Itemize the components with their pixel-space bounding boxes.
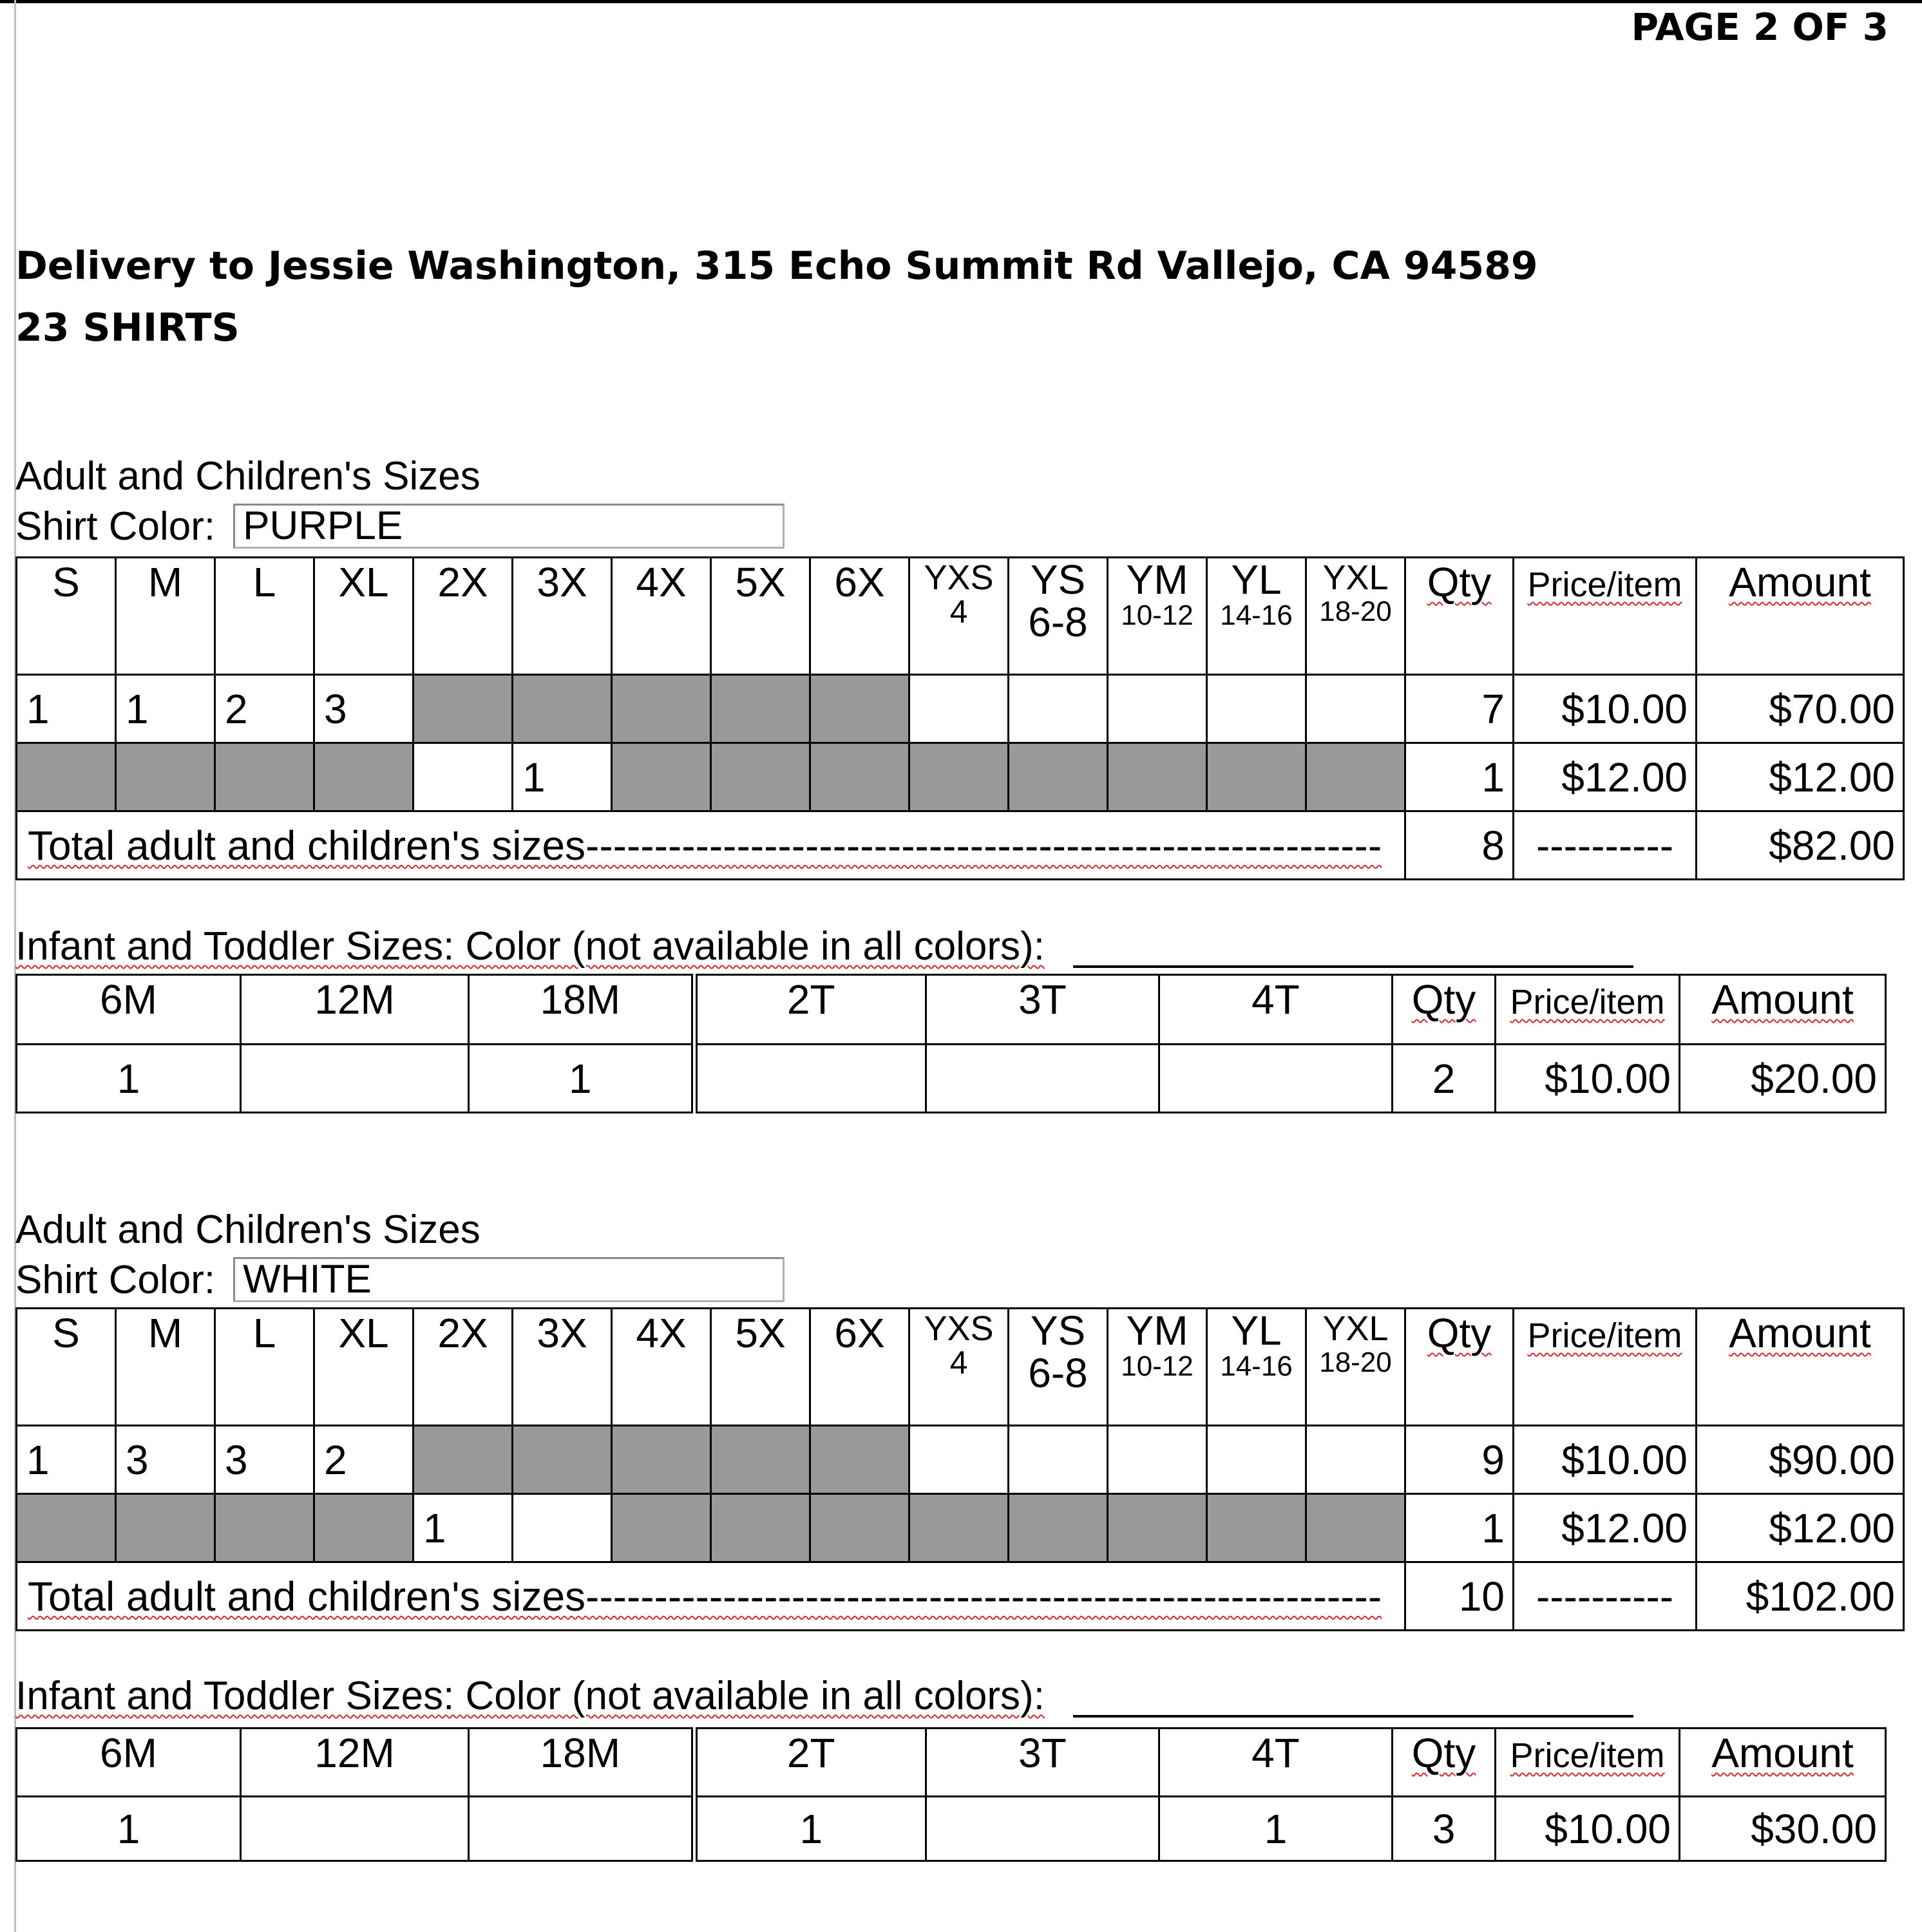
header-cell: S xyxy=(17,558,116,675)
header-cell: M xyxy=(116,558,215,675)
shaded-cell xyxy=(909,1494,1009,1562)
size-cell[interactable]: 1 xyxy=(469,1045,694,1113)
shirt-color-label: Shirt Color: xyxy=(15,504,216,549)
table-row xyxy=(17,1494,1904,1562)
size-cell[interactable]: 3 xyxy=(314,675,414,743)
shaded-cell xyxy=(314,743,414,811)
total-label: Total adult and children's sizes---------------------------------------------------------- xyxy=(17,811,1405,880)
header-cell: Amount xyxy=(1680,975,1886,1045)
size-cell[interactable]: 1 xyxy=(17,1797,241,1861)
header-cell: L xyxy=(215,1309,314,1426)
shaded-cell xyxy=(414,675,513,743)
shirt-count: 23 SHIRTS xyxy=(15,305,240,350)
size-cell[interactable] xyxy=(513,1494,612,1562)
header-cell: L xyxy=(215,558,314,675)
shaded-cell xyxy=(215,743,314,811)
size-cell[interactable] xyxy=(1108,675,1207,743)
header-cell: YL 14-16 xyxy=(1207,1309,1306,1426)
size-cell[interactable]: 1 xyxy=(116,675,215,743)
header-cell: Qty xyxy=(1405,558,1514,675)
price-cell: $10.00 xyxy=(1496,1045,1680,1113)
shirt-color-row xyxy=(15,502,785,550)
infant-sizes-table xyxy=(15,1727,1887,1862)
shaded-cell xyxy=(1009,743,1108,811)
total-price-dash: ---------- xyxy=(1514,1562,1697,1631)
size-cell[interactable]: 2 xyxy=(314,1426,414,1494)
adult-sizes-table xyxy=(15,556,1905,880)
price-cell: $12.00 xyxy=(1514,743,1697,811)
size-cell[interactable]: 1 xyxy=(694,1797,926,1861)
total-qty: 10 xyxy=(1405,1562,1514,1631)
header-cell: 2T xyxy=(694,1728,926,1797)
page-top-border xyxy=(0,0,1922,3)
size-cell[interactable] xyxy=(1306,1426,1405,1494)
size-cell[interactable] xyxy=(1207,675,1306,743)
header-cell: 4T xyxy=(1159,975,1393,1045)
size-cell[interactable]: 1 xyxy=(1159,1797,1393,1861)
total-row xyxy=(17,1562,1904,1631)
shaded-cell xyxy=(215,1494,314,1562)
header-cell: Qty xyxy=(1393,1728,1496,1797)
header-cell: Qty xyxy=(1393,975,1496,1045)
qty-cell: 1 xyxy=(1405,743,1514,811)
table-row xyxy=(17,675,1904,743)
qty-cell: 7 xyxy=(1405,675,1514,743)
header-cell: 18M xyxy=(469,1728,694,1797)
size-cell[interactable] xyxy=(1009,675,1108,743)
header-cell: 6X xyxy=(810,1309,909,1426)
infant-color-blank[interactable] xyxy=(1073,1715,1633,1718)
size-cell[interactable] xyxy=(1306,675,1405,743)
total-label: Total adult and children's sizes---------------------------------------------------------- xyxy=(17,1562,1405,1631)
shirt-color-label: Shirt Color: xyxy=(15,1257,216,1302)
size-cell[interactable] xyxy=(1207,1426,1306,1494)
table-header-row xyxy=(17,1728,1886,1797)
shaded-cell xyxy=(314,1494,414,1562)
header-cell: YXL 18-20 xyxy=(1306,1309,1405,1426)
header-cell: Amount xyxy=(1697,1309,1904,1426)
total-row xyxy=(17,811,1904,880)
size-cell[interactable]: 1 xyxy=(17,1045,241,1113)
header-cell: YXS 4 xyxy=(909,558,1009,675)
shaded-cell xyxy=(1306,743,1405,811)
size-cell[interactable]: 1 xyxy=(414,1494,513,1562)
header-cell: Price/item xyxy=(1514,558,1697,675)
amount-cell: $70.00 xyxy=(1697,675,1904,743)
amount-cell: $90.00 xyxy=(1697,1426,1904,1494)
header-cell: 18M xyxy=(469,975,694,1045)
delivery-heading: Delivery to Jessie Washington, 315 Echo Summit Rd Vallejo, CA 94589 xyxy=(15,243,1538,289)
header-cell: 6M xyxy=(17,1728,241,1797)
amount-cell: $20.00 xyxy=(1680,1045,1886,1113)
shaded-cell xyxy=(414,1426,513,1494)
header-cell: 4X xyxy=(612,1309,711,1426)
header-cell: 12M xyxy=(241,1728,469,1797)
size-cell[interactable]: 3 xyxy=(215,1426,314,1494)
adult-sizes-table xyxy=(15,1307,1905,1631)
header-cell: XL xyxy=(314,1309,414,1426)
header-cell: 4X xyxy=(612,558,711,675)
qty-cell: 3 xyxy=(1393,1797,1496,1861)
price-cell: $12.00 xyxy=(1514,1494,1697,1562)
size-cell[interactable]: 1 xyxy=(17,1426,116,1494)
size-cell[interactable]: 3 xyxy=(116,1426,215,1494)
table-header-row xyxy=(17,558,1904,675)
table-row xyxy=(17,1426,1904,1494)
shaded-cell xyxy=(17,743,116,811)
size-cell[interactable] xyxy=(241,1045,469,1113)
size-cell[interactable] xyxy=(926,1045,1159,1113)
infant-section-label: Infant and Toddler Sizes: Color (not available in all colors): xyxy=(15,924,1045,969)
shaded-cell xyxy=(711,1494,810,1562)
shirt-color-row xyxy=(15,1256,785,1303)
header-cell: Price/item xyxy=(1514,1309,1697,1426)
shirt-color-field[interactable]: WHITE xyxy=(233,1257,785,1302)
table-row xyxy=(17,743,1904,811)
table-header-row xyxy=(17,1309,1904,1426)
header-cell: YXS 4 xyxy=(909,1309,1009,1426)
shaded-cell xyxy=(810,1426,909,1494)
header-cell: M xyxy=(116,1309,215,1426)
header-cell: 2X xyxy=(414,1309,513,1426)
shaded-cell xyxy=(17,1494,116,1562)
qty-cell: 2 xyxy=(1393,1045,1496,1113)
header-cell: Price/item xyxy=(1496,975,1680,1045)
shaded-cell xyxy=(513,675,612,743)
shirt-color-field[interactable]: PURPLE xyxy=(233,504,785,549)
header-cell: YM 10-12 xyxy=(1108,558,1207,675)
header-cell: 6M xyxy=(17,975,241,1045)
amount-cell: $30.00 xyxy=(1680,1797,1886,1861)
shaded-cell xyxy=(810,1494,909,1562)
header-cell: YL 14-16 xyxy=(1207,558,1306,675)
size-cell[interactable]: 2 xyxy=(215,675,314,743)
infant-sizes-table xyxy=(15,974,1887,1113)
page-number: PAGE 2 OF 3 xyxy=(1631,5,1889,49)
total-qty: 8 xyxy=(1405,811,1514,880)
shaded-cell xyxy=(909,743,1009,811)
size-cell[interactable] xyxy=(926,1797,1159,1861)
header-cell: YS 6-8 xyxy=(1009,1309,1108,1426)
shaded-cell xyxy=(612,1426,711,1494)
shaded-cell xyxy=(1108,1494,1207,1562)
shaded-cell xyxy=(612,743,711,811)
price-cell: $10.00 xyxy=(1514,675,1697,743)
shaded-cell xyxy=(612,675,711,743)
shaded-cell xyxy=(116,743,215,811)
shaded-cell xyxy=(810,743,909,811)
shaded-cell xyxy=(1009,1494,1108,1562)
size-cell[interactable] xyxy=(909,1426,1009,1494)
header-cell: YS 6-8 xyxy=(1009,558,1108,675)
qty-cell: 1 xyxy=(1405,1494,1514,1562)
size-cell[interactable] xyxy=(1159,1045,1393,1113)
header-cell: 5X xyxy=(711,558,810,675)
shaded-cell xyxy=(711,675,810,743)
price-cell: $10.00 xyxy=(1514,1426,1697,1494)
header-cell: 5X xyxy=(711,1309,810,1426)
infant-section-row xyxy=(15,1673,1633,1719)
shaded-cell xyxy=(612,1494,711,1562)
size-cell[interactable]: 1 xyxy=(17,675,116,743)
total-amount: $82.00 xyxy=(1697,811,1904,880)
size-cell[interactable] xyxy=(1108,1426,1207,1494)
header-cell: 6X xyxy=(810,558,909,675)
qty-cell: 9 xyxy=(1405,1426,1514,1494)
adult-section-label: Adult and Children's Sizes xyxy=(15,454,481,498)
adult-section-label: Adult and Children's Sizes xyxy=(15,1208,481,1252)
table-row xyxy=(17,1797,1886,1861)
shaded-cell xyxy=(1207,1494,1306,1562)
size-cell[interactable] xyxy=(909,675,1009,743)
table-row xyxy=(17,1045,1886,1113)
shaded-cell xyxy=(810,675,909,743)
header-cell: 4T xyxy=(1159,1728,1393,1797)
shaded-cell xyxy=(1207,743,1306,811)
header-cell: 3X xyxy=(513,558,612,675)
header-cell: YXL 18-20 xyxy=(1306,558,1405,675)
total-amount: $102.00 xyxy=(1697,1562,1904,1631)
shaded-cell xyxy=(116,1494,215,1562)
shaded-cell xyxy=(513,1426,612,1494)
size-cell[interactable] xyxy=(1009,1426,1108,1494)
header-cell: S xyxy=(17,1309,116,1426)
header-cell: 2X xyxy=(414,558,513,675)
total-price-dash: ---------- xyxy=(1514,811,1697,880)
infant-section-row xyxy=(15,923,1633,969)
header-cell: Amount xyxy=(1680,1728,1886,1797)
header-cell: YM 10-12 xyxy=(1108,1309,1207,1426)
header-cell: 12M xyxy=(241,975,469,1045)
header-cell: Price/item xyxy=(1496,1728,1680,1797)
header-cell: 2T xyxy=(694,975,926,1045)
header-cell: 3T xyxy=(926,975,1159,1045)
header-cell: Amount xyxy=(1697,558,1904,675)
header-cell: 3X xyxy=(513,1309,612,1426)
header-cell: XL xyxy=(314,558,414,675)
price-cell: $10.00 xyxy=(1496,1797,1680,1861)
shaded-cell xyxy=(1306,1494,1405,1562)
size-cell[interactable] xyxy=(241,1797,469,1861)
amount-cell: $12.00 xyxy=(1697,1494,1904,1562)
header-cell: 3T xyxy=(926,1728,1159,1797)
size-cell[interactable] xyxy=(469,1797,694,1861)
shaded-cell xyxy=(711,743,810,811)
amount-cell: $12.00 xyxy=(1697,743,1904,811)
table-header-row xyxy=(17,975,1886,1045)
size-cell[interactable]: 1 xyxy=(513,743,612,811)
infant-section-label: Infant and Toddler Sizes: Color (not available in all colors): xyxy=(15,1674,1045,1718)
infant-color-blank[interactable] xyxy=(1073,965,1633,968)
size-cell[interactable] xyxy=(414,743,513,811)
shaded-cell xyxy=(1108,743,1207,811)
shaded-cell xyxy=(711,1426,810,1494)
size-cell[interactable] xyxy=(694,1045,926,1113)
header-cell: Qty xyxy=(1405,1309,1514,1426)
